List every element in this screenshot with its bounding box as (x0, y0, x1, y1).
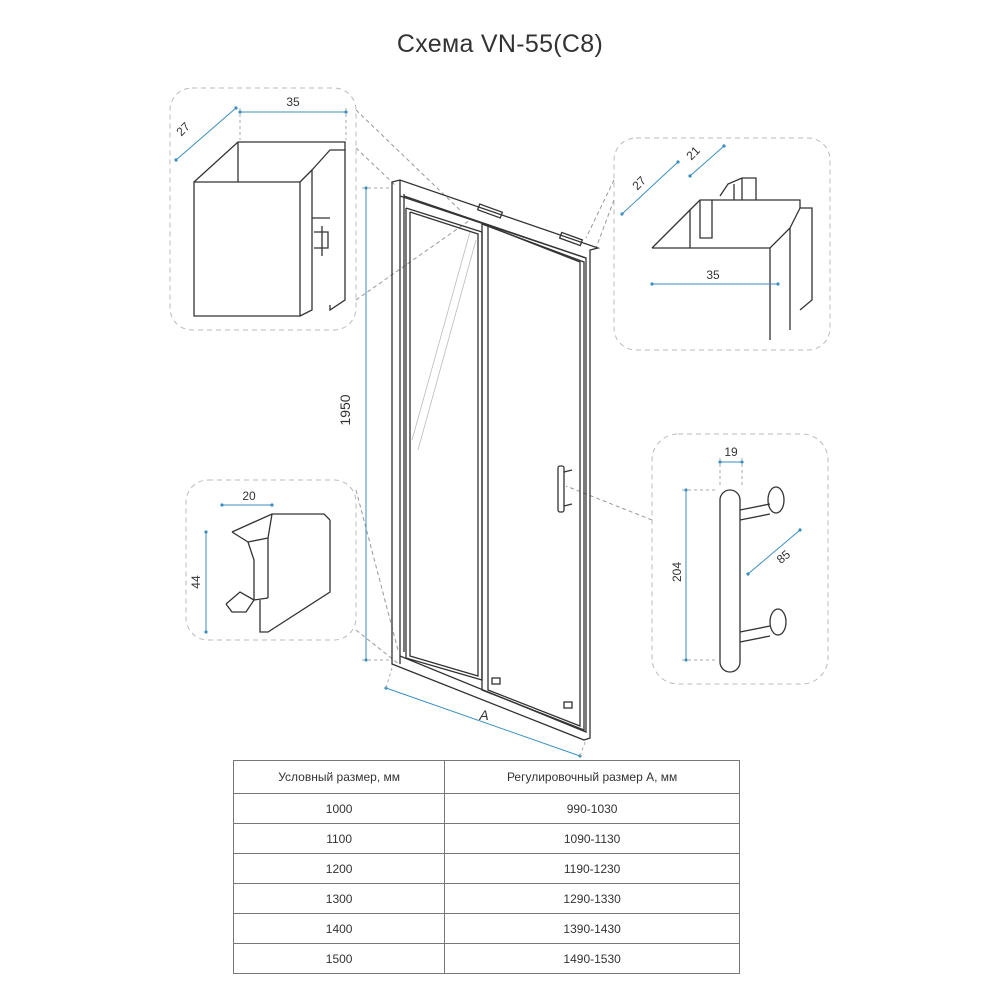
cell-adjustment-size: 1090-1130 (445, 824, 740, 854)
size-table (233, 760, 740, 974)
cell-nominal-size: 1100 (234, 824, 445, 854)
table-row (234, 914, 740, 944)
column-header-adjustment-size: Регулировочный размер А, мм (445, 761, 740, 794)
cell-nominal-size: 1200 (234, 854, 445, 884)
dim-top-left-depth: 27 (173, 119, 193, 139)
table-row (234, 944, 740, 974)
callout-handle (652, 434, 828, 684)
cell-adjustment-size: 1390-1430 (445, 914, 740, 944)
dim-handle-length: 204 (670, 561, 684, 583)
dim-door-width: A (479, 707, 489, 723)
table-row (234, 884, 740, 914)
table-row (234, 824, 740, 854)
table-header-row (234, 761, 740, 794)
column-header-nominal-size: Условный размер, мм (234, 761, 445, 794)
dim-top-right-depth: 27 (629, 173, 649, 193)
dim-handle-diameter: 19 (724, 445, 738, 459)
cell-nominal-size: 1500 (234, 944, 445, 974)
sliding-door (392, 180, 598, 740)
dim-top-left-width: 35 (286, 95, 300, 109)
diagram-title: Схема VN-55(С8) (396, 30, 604, 58)
dim-top-right-width: 35 (706, 268, 720, 282)
cell-nominal-size: 1000 (234, 794, 445, 824)
cell-adjustment-size: 990-1030 (445, 794, 740, 824)
callout-bottom-left-profile (186, 480, 356, 640)
dim-bottom-left-width: 20 (242, 489, 256, 503)
callout-top-right-profile (614, 138, 830, 350)
dim-handle-offset: 85 (773, 547, 794, 567)
table-row (234, 854, 740, 884)
dim-bottom-left-height: 44 (189, 575, 203, 589)
dim-top-right-rail: 21 (683, 143, 703, 163)
callout-top-left-profile (170, 88, 356, 330)
cell-adjustment-size: 1290-1330 (445, 884, 740, 914)
dim-door-height: 1950 (337, 394, 353, 426)
cell-adjustment-size: 1490-1530 (445, 944, 740, 974)
table-row (234, 794, 740, 824)
cell-nominal-size: 1300 (234, 884, 445, 914)
cell-nominal-size: 1400 (234, 914, 445, 944)
cell-adjustment-size: 1190-1230 (445, 854, 740, 884)
